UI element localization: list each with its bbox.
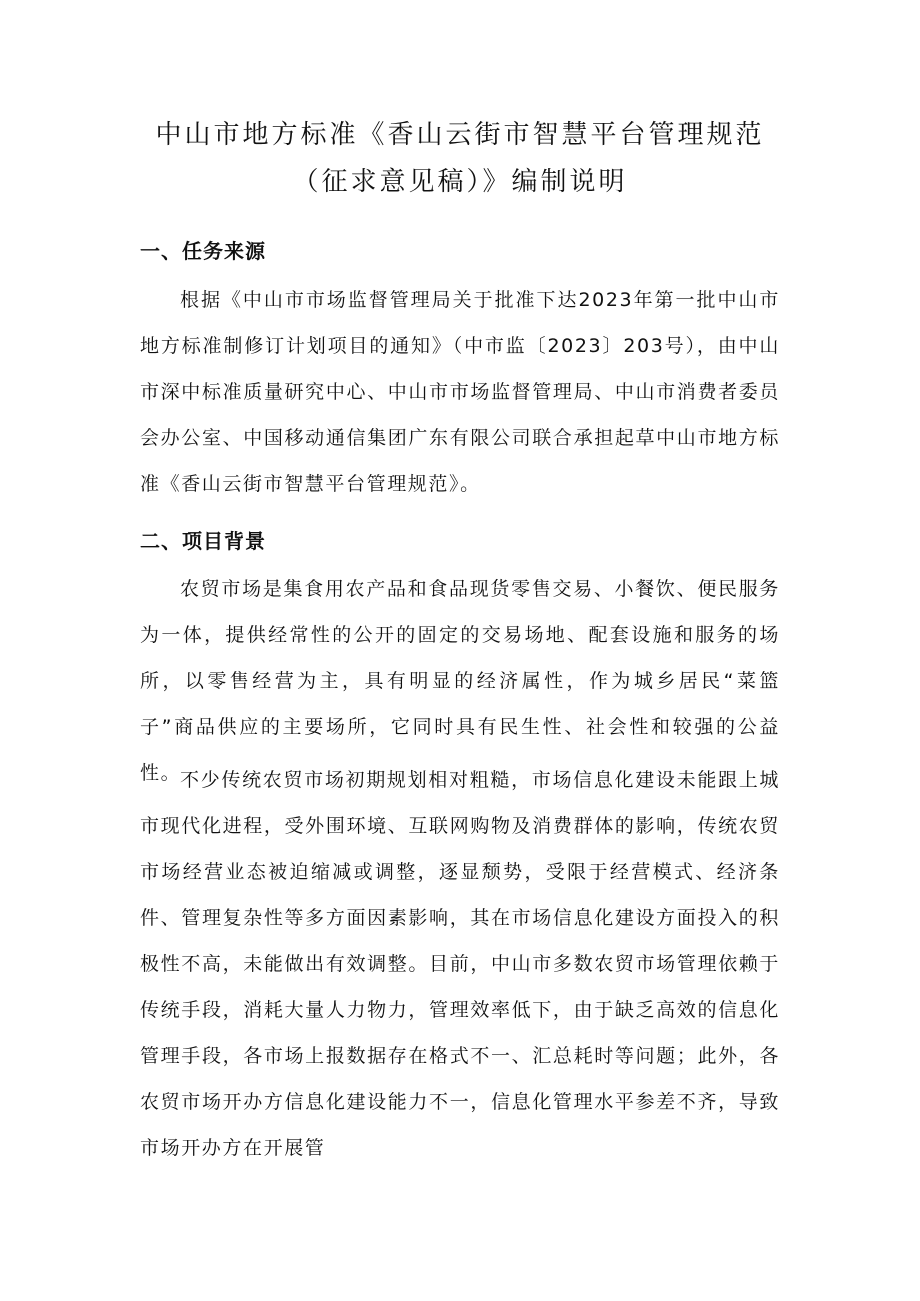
section-paragraph: 农贸市场是集食用农产品和食品现货零售交易、小餐饮、便民服务为一体，提供经常性的公开的固定的交易场地、配套设施和服务的场所，以零售经营为主，具有明显的经济属性，作为城乡居民“菜篮子”商品供应的主要场所，它同时具有民生性、社会性和较强的公益性。 — [140, 578, 780, 784]
section-paragraph: 根据《中山市市场监督管理局关于批准下达2023年第一批中山市地方标准制修订计划项目的通知》（中市监〔2023〕203号），由中山市深中标准质量研究中心、中山市市场监督管理局、中山市消费者委员会办公室、中国移动通信集团广东有限公司联合承担起草中山市地方标准《香山云街市智慧平台管理规范》。 — [140, 289, 780, 495]
section-heading-task-source: 一、任务来源 — [140, 239, 266, 263]
section-heading-project-background: 二、项目背景 — [140, 529, 266, 553]
section-paragraph: 不少传统农贸市场初期规划相对粗糙，市场信息化建设未能跟上城市现代化进程，受外围环境、互联网购物及消费群体的影响，传统农贸市场经营业态被迫缩减或调整，逐显颓势，受限于经营模式、经济条件、管理复杂性等多方面因素影响，其在市场信息化建设方面投入的积极性不高，未能做出有效调整。目前，中山市多数农贸市场管理依赖于传统手段，消耗大量人力物力，管理效率低下，由于缺乏高效的信息化管理手段，各市场上报数据存在格式不一、汇总耗时等问题；此外，各农贸市场开办方信息化建设能力不一，信息化管理水平参差不齐，导致市场开办方在开展管 — [140, 769, 780, 1159]
document-title: 中山市地方标准《香山云街市智慧平台管理规范（征求意见稿）》编制说明 — [155, 120, 765, 197]
